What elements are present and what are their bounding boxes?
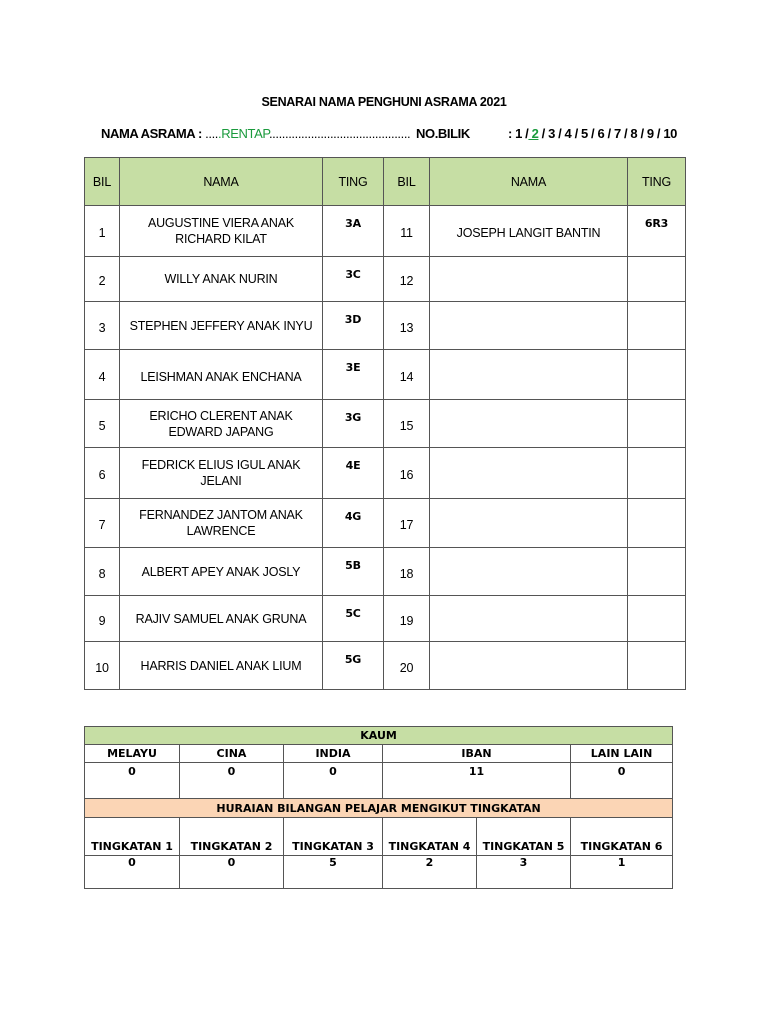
ting-cell [628,302,686,350]
kaum-column-header: LAIN LAIN [571,745,673,763]
nama-cell: AUGUSTINE VIERA ANAK RICHARD KILAT [120,206,323,257]
bil-cell: 10 [85,642,120,690]
header-bil: BIL [85,158,120,206]
nama-cell [430,642,628,690]
nama-cell: ALBERT APEY ANAK JOSLY [120,548,323,596]
kaum-column-header: IBAN [383,745,571,763]
tingkatan-column-header: TINGKATAN 4 [383,818,477,856]
bilik-suffix: / 3 / 4 / 5 / 6 / 7 / 8 / 9 / 10 [538,126,678,141]
table-row [85,548,686,596]
nama-cell: LEISHMAN ANAK ENCHANA [120,350,323,400]
table-header-row [85,158,686,206]
bil-cell: 12 [384,257,430,302]
nama-cell: HARRIS DANIEL ANAK LIUM [120,642,323,690]
ting-cell: 5C [323,596,384,642]
bil-cell: 16 [384,448,430,499]
tingkatan-value: 2 [383,856,477,889]
tingkatan-column-header: TINGKATAN 5 [477,818,571,856]
bil-cell: 11 [384,206,430,257]
ting-cell: 3C [323,257,384,302]
kaum-column-header: CINA [180,745,284,763]
kaum-value: 0 [571,763,673,799]
bil-cell: 19 [384,596,430,642]
kaum-title: KAUM [85,727,673,745]
resident-table [84,157,686,690]
nama-cell [430,448,628,499]
kaum-column-header: MELAYU [85,745,180,763]
header-nama: NAMA [120,158,323,206]
bil-cell: 15 [384,400,430,448]
bil-cell: 14 [384,350,430,400]
nama-cell: FERNANDEZ JANTOM ANAK LAWRENCE [120,499,323,548]
nama-cell [430,350,628,400]
nama-cell [430,302,628,350]
bil-cell: 2 [85,257,120,302]
tingkatan-value: 1 [571,856,673,889]
ting-cell: 5G [323,642,384,690]
ting-cell: 6R3 [628,206,686,257]
ting-cell [628,642,686,690]
bilik-label: NO.BILIK [416,126,470,141]
table-row [85,350,686,400]
ting-cell [628,257,686,302]
bil-cell: 6 [85,448,120,499]
huraian-title: HURAIAN BILANGAN PELAJAR MENGIKUT TINGKATAN [85,799,673,818]
nama-cell [430,548,628,596]
bil-cell: 7 [85,499,120,548]
nama-cell: WILLY ANAK NURIN [120,257,323,302]
table-row [85,257,686,302]
bil-cell: 20 [384,642,430,690]
asrama-label: NAMA ASRAMA : [101,126,206,141]
nama-cell [430,257,628,302]
ting-cell: 5B [323,548,384,596]
ting-cell [628,400,686,448]
ting-cell [628,596,686,642]
header-bil: BIL [384,158,430,206]
asrama-dots-after: ............................................ [268,126,411,141]
asrama-field [101,126,410,141]
table-row [85,302,686,350]
nama-cell [430,400,628,448]
ting-cell [628,499,686,548]
ting-cell [628,548,686,596]
table-row [85,596,686,642]
table-row [85,400,686,448]
bil-cell: 5 [85,400,120,448]
header-ting: TING [323,158,384,206]
kaum-value: 0 [85,763,180,799]
kaum-value: 11 [383,763,571,799]
nama-cell: ERICHO CLERENT ANAK EDWARD JAPANG [120,400,323,448]
tingkatan-value: 3 [477,856,571,889]
tingkatan-value: 0 [85,856,180,889]
ting-cell: 4E [323,448,384,499]
bil-cell: 8 [85,548,120,596]
bilik-prefix: : 1 / [508,126,529,141]
ting-cell: 3E [323,350,384,400]
nama-cell: RAJIV SAMUEL ANAK GRUNA [120,596,323,642]
kaum-value: 0 [180,763,284,799]
nama-cell: STEPHEN JEFFERY ANAK INYU [120,302,323,350]
nama-cell [430,499,628,548]
header-ting: TING [628,158,686,206]
ting-cell [628,350,686,400]
tingkatan-value: 5 [284,856,383,889]
summary-table [84,726,673,889]
asrama-dots-before: .... [205,126,219,141]
bil-cell: 13 [384,302,430,350]
table-row [85,642,686,690]
table-row [85,499,686,548]
kaum-column-header: INDIA [284,745,383,763]
bil-cell: 18 [384,548,430,596]
ting-cell: 4G [323,499,384,548]
ting-cell: 3D [323,302,384,350]
header-nama: NAMA [430,158,628,206]
bil-cell: 3 [85,302,120,350]
tingkatan-column-header: TINGKATAN 6 [571,818,673,856]
tingkatan-value: 0 [180,856,284,889]
table-row [85,448,686,499]
tingkatan-column-header: TINGKATAN 1 [85,818,180,856]
table-row [85,206,686,257]
tingkatan-column-header: TINGKATAN 3 [284,818,383,856]
bilik-options [508,126,677,141]
bil-cell: 4 [85,350,120,400]
asrama-value: .RENTAP [218,126,269,141]
ting-cell [628,448,686,499]
ting-cell: 3G [323,400,384,448]
nama-cell: JOSEPH LANGIT BANTIN [430,206,628,257]
bil-cell: 9 [85,596,120,642]
bil-cell: 17 [384,499,430,548]
bil-cell: 1 [85,206,120,257]
tingkatan-column-header: TINGKATAN 2 [180,818,284,856]
nama-cell: FEDRICK ELIUS IGUL ANAK JELANI [120,448,323,499]
ting-cell: 3A [323,206,384,257]
bilik-selected: 2 [528,126,539,141]
page-title: SENARAI NAMA PENGHUNI ASRAMA 2021 [261,95,507,109]
kaum-value: 0 [284,763,383,799]
nama-cell [430,596,628,642]
